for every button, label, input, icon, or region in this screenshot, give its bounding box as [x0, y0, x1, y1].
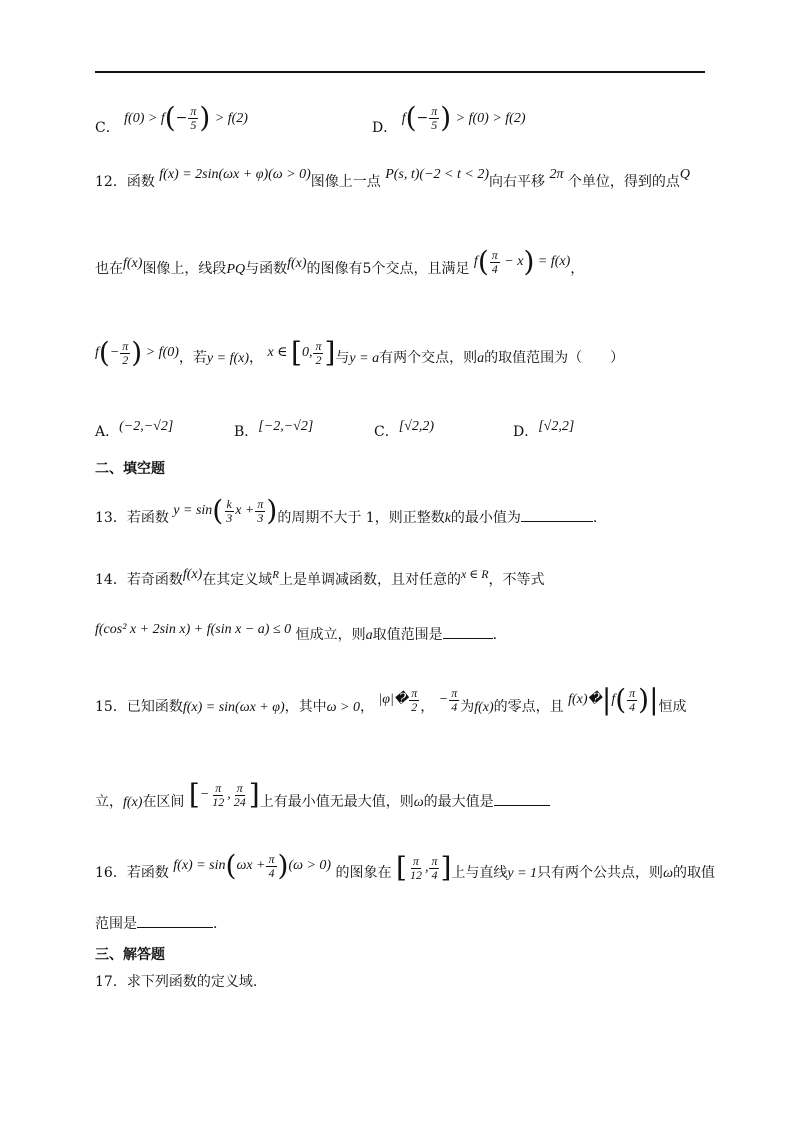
q16-line-2: 范围是 .	[95, 916, 218, 932]
q14-answer-blank[interactable]	[443, 638, 493, 639]
q14-line-1: 14．若奇函数f(x)在其定义域$^R$上是单调减函数，且对任意的x ∈ R，不等式	[95, 567, 545, 588]
q11-c-expr: f(0) > f	[124, 111, 165, 126]
q13-answer-blank[interactable]	[521, 521, 593, 522]
section-answer-heading: 三、解答题	[95, 947, 165, 963]
q17: 17．求下列函数的定义域.	[95, 974, 258, 990]
q15-answer-blank[interactable]	[494, 805, 550, 806]
q16-answer-blank[interactable]	[137, 927, 213, 928]
q15-line-2: 立，f(x)在区间 [− $\frac{\pi}{12}$ , $\frac{\pi}{24}$ ]上有最小值无最大值，则ω的最大值是	[95, 789, 550, 817]
q11-option-d: D． f(− $\frac{\pi}{5}$ ) > f(0) > f(2)	[372, 101, 526, 136]
q15-line-1: 15．已知函数f(x) = sin(ωx + φ)，其中ω > 0， |φ|� $\frac{\pi}{2}$ ， − $\frac{\pi}{4}$ 为f(x)的零点，且 f(x)�|f( $\frac{\pi}{4}$ )|恒成	[95, 683, 687, 716]
q12-line-3: f(− $\frac{\pi}{2}$ ) > f(0)，若y = f(x)， x ∈ [0, $\frac{\pi}{2}$ ]与y = a有两个交点，则a的取值范围为（ ）	[95, 336, 625, 369]
q11-d-frac: $\frac{\pi}{5}$	[431, 103, 438, 132]
q12-line-1: 12．函数 f(x) = 2sin(ωx + φ)(ω > 0)图像上一点 P(s, t)(−2 < t < 2)向右平移 2π 个单位，得到的点Q	[95, 167, 691, 190]
header-rule	[95, 71, 705, 73]
q12-cond1-frac: $\frac{\pi}{4}$	[491, 247, 498, 276]
q12-interval-frac: $\frac{\pi}{2}$	[315, 338, 322, 367]
q14-line-2: f(cos² x + 2sin x) + f(sin x − a) ≤ 0 恒成立，则a取值范围是 .	[95, 622, 498, 643]
q16-line-1: 16．若函数 f(x) = sin(ωx + $\frac{\pi}{4}$ )(ω > 0) 的图象在 [ $\frac{\pi}{12}$ , $\frac{\pi}{4}$ ]上与直线y = 1只有两个公共点，则ω的取值	[95, 849, 715, 884]
q12-option-b: B．[−2,−√2]	[234, 419, 314, 440]
q12-option-c: C．[√2,2)	[374, 419, 435, 440]
q13: 13．若函数 y = sin( $\frac{k}{3}$ x + $\frac{\pi}{3}$ )的周期不大于 1，则正整数k的最小值为 .	[95, 494, 598, 527]
q12-cond2-frac: $\frac{\pi}{2}$	[122, 338, 129, 367]
q11-option-c: C． f(0) > f(− $\frac{\pi}{5}$ ) > f(2)	[95, 101, 248, 136]
q11-c-frac: $\frac{\pi}{5}$	[190, 103, 197, 132]
q12-option-d: D．[√2,2]	[513, 419, 575, 440]
q12-option-a: A．(−2,−√2]	[95, 419, 174, 440]
section-fill-in-heading: 二、填空题	[95, 461, 165, 477]
q12-line-2: 也在f(x)图像上，线段PQ与函数f(x)的图像有5个交点，且满足 f( $\frac{\pi}{4}$ − x) = f(x)，	[95, 245, 585, 278]
